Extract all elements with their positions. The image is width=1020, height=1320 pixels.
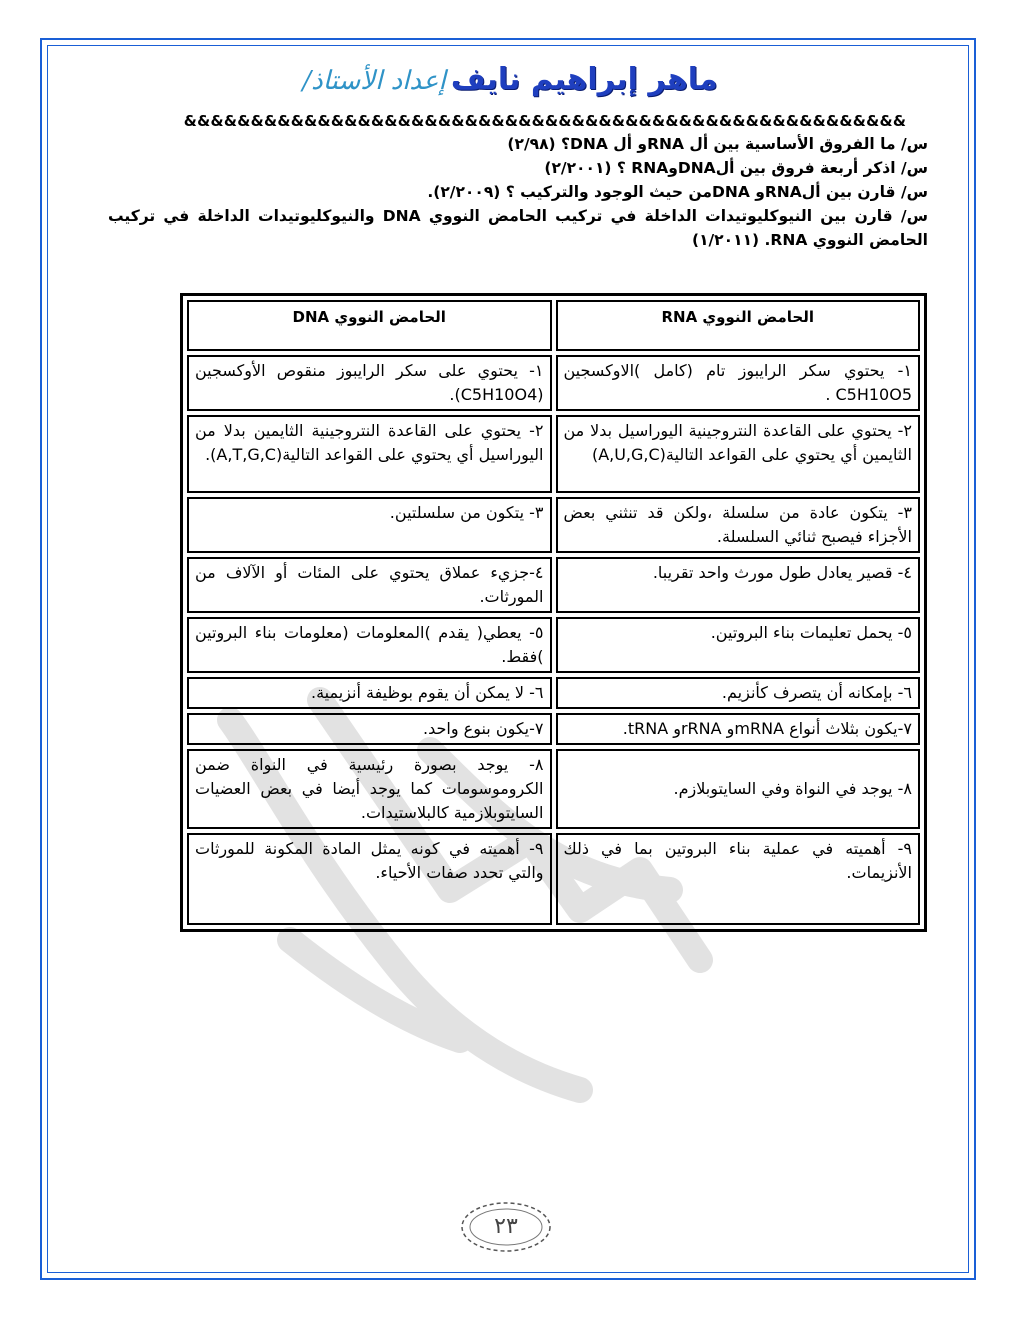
table-row	[187, 617, 920, 673]
page-number: ٢٣	[494, 1214, 518, 1239]
rna-cell: ٦- بإمكانه أن يتصرف كأنزيم.	[556, 677, 921, 709]
table-row	[187, 355, 920, 411]
dna-cell: ٣- يتكون من سلسلتين.	[187, 497, 552, 553]
rna-cell: ٧-يكون بثلاث أنواع mRNAو rRNAو tRNA.	[556, 713, 921, 745]
header-rna: الحامض النووي RNA	[556, 300, 921, 351]
rna-cell: ٨- يوجد في النواة وفي السايتوبلازم.	[556, 749, 921, 829]
questions-block	[108, 132, 928, 252]
table-row	[187, 713, 920, 745]
table-row	[187, 677, 920, 709]
rna-cell: ١- يحتوي سكر الرايبوز تام (كامل )الاوكسجين C5H10O5 .	[556, 355, 921, 411]
dna-cell: ٧-يكون بنوع واحد.	[187, 713, 552, 745]
dna-cell: ٤-جزيء عملاق يحتوي على المئات أو الآلاف من المورثات.	[187, 557, 552, 613]
rna-cell: ٤- قصير يعادل طول مورث واحد تقريبا.	[556, 557, 921, 613]
rna-cell: ٩- أهميته في عملية بناء البروتين بما في ذلك الأنزيمات.	[556, 833, 921, 925]
table-row	[187, 749, 920, 829]
prepared-by-label: إعداد الأستاذ/	[302, 66, 446, 96]
dna-cell: ٥- يعطي( يقدم )المعلومات (معلومات بناء البروتين )فقط.	[187, 617, 552, 673]
dna-cell: ١- يحتوي على سكر الرايبوز منقوص الأوكسجين (C5H10O4).	[187, 355, 552, 411]
comparison-table	[180, 293, 927, 932]
question-2: س/ اذكر أربعة فروق بين ألDNAوRNA ؟ (٢/٢٠٠١)	[544, 159, 928, 177]
table-row	[187, 557, 920, 613]
dna-cell: ٦- لا يمكن أن يقوم بوظيفة أنزيمية.	[187, 677, 552, 709]
header-dna: الحامض النووي DNA	[187, 300, 552, 351]
rna-cell: ٥- يحمل تعليمات بناء البروتين.	[556, 617, 921, 673]
page-header	[0, 62, 1020, 97]
table-header-row	[187, 300, 920, 351]
separator-line: &&&&&&&&&&&&&&&&&&&&&&&&&&&&&&&&&&&&&&&&&&&&&&&&&&&&&&	[183, 112, 907, 130]
rna-cell: ٢- يحتوي على القاعدة النتروجينية اليوراسيل بدلا من الثايمين أي يحتوي على القواعد التالية(A,U,G,C)	[556, 415, 921, 493]
page-number-badge	[456, 1198, 556, 1256]
table-row	[187, 833, 920, 925]
dna-cell: ٨- يوجد بصورة رئيسية في النواة ضمن الكروموسومات كما يوجد أيضا في بعض العضيات السايتوبلازمية كالبلاستيدات.	[187, 749, 552, 829]
question-1: س/ ما الفروق الأساسية بين أل RNAو أل DNA؟ (٢/٩٨)	[507, 135, 928, 153]
dna-cell: ٢- يحتوي على القاعدة النتروجينية الثايمين بدلا من اليوراسيل أي يحتوي على القواعد التالية(A,T,G,C).	[187, 415, 552, 493]
table-row	[187, 497, 920, 553]
author-name: ماهر إبراهيم نايف	[450, 62, 718, 97]
dna-cell: ٩- أهميته في كونه يمثل المادة المكونة للمورثات والتي تحدد صفات الأحياء.	[187, 833, 552, 925]
rna-cell: ٣- يتكون عادة من سلسلة ،ولكن قد تنثني بعض الأجزاء فيصبح ثنائي السلسلة.	[556, 497, 921, 553]
question-4: س/ قارن بين النيوكليوتيدات الداخلة في تركيب الحامض النووي DNA والنيوكليوتيدات الداخلة في تركيب الحامض النووي RNA. (١/٢٠١١)	[108, 207, 928, 249]
table-row	[187, 415, 920, 493]
question-3: س/ قارن بين ألRNAو DNAمن حيث الوجود والتركيب ؟ (٢/٢٠٠٩).	[427, 183, 928, 201]
